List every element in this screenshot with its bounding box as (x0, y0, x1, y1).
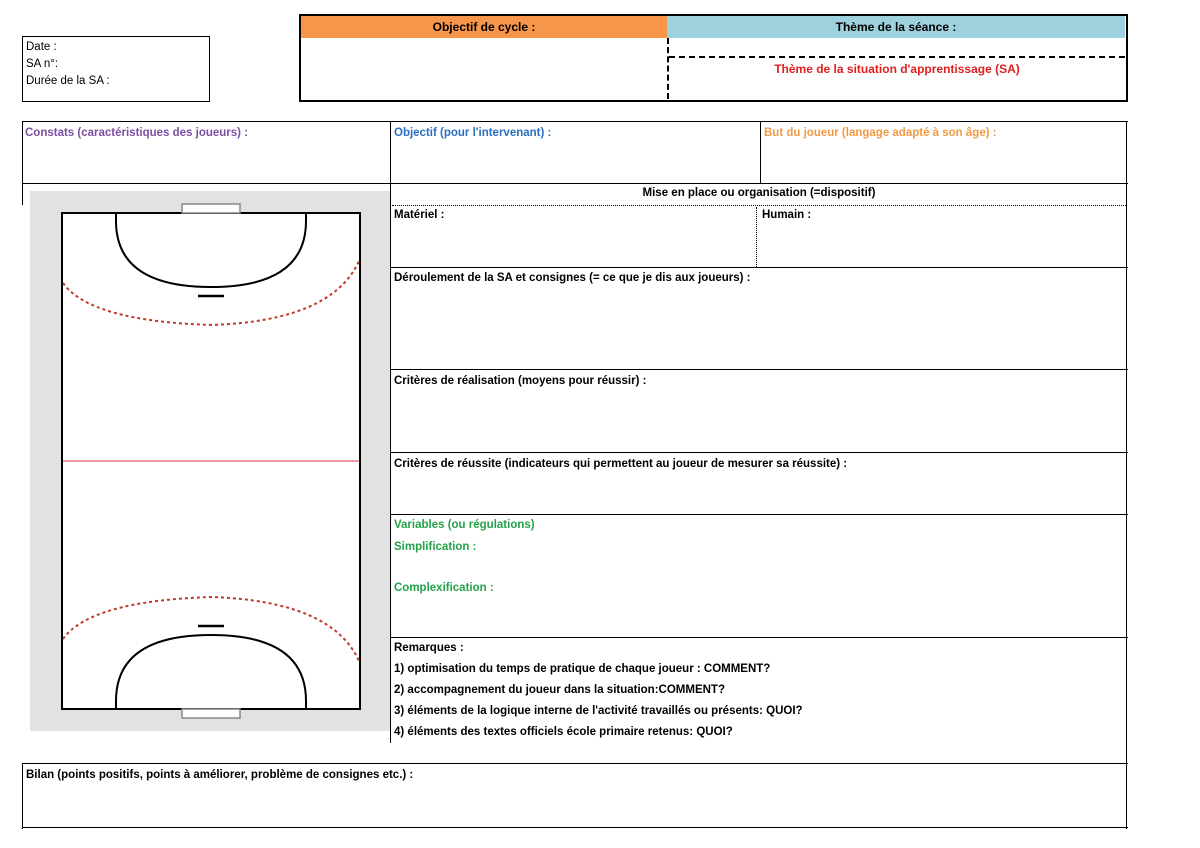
mise-en-place-label: Mise en place ou organisation (=dispositif) (642, 187, 876, 199)
sa-duration-label: Durée de la SA : (26, 75, 110, 87)
criteres-reussite-label: Critères de réussite (indicateurs qui permettent au joueur de mesurer sa réussite) : (394, 458, 848, 470)
session-info-box (22, 36, 210, 102)
date-label: Date : (26, 41, 57, 53)
deroulement-row-bottom (390, 369, 1128, 370)
bilan-label: Bilan (points positifs, points à améliorer, problème de consignes etc.) : (26, 769, 414, 781)
remarque-3: 3) éléments de la logique interne de l'activité travaillés ou présents: QUOI? (394, 705, 803, 717)
left-column-divider (390, 121, 391, 743)
remarque-2: 2) accompagnement du joueur dans la situation:COMMENT? (394, 684, 725, 696)
bilan-left (22, 763, 23, 829)
row1-bottom (22, 183, 1128, 184)
but-joueur-label: But du joueur (langage adapté à son âge) : (764, 127, 997, 139)
objectif-but-divider (760, 121, 761, 183)
humain-label: Humain : (762, 209, 812, 221)
theme-seance-header: Thème de la séance : (667, 16, 1125, 38)
theme-sa-label: Thème de la situation d'apprentissage (SA) (774, 62, 1020, 76)
complexification-label: Complexification : (394, 582, 494, 594)
bilan-bottom (22, 827, 1128, 828)
handball-court-icon (30, 191, 390, 731)
bilan-top (22, 763, 1128, 764)
variables-label: Variables (ou régulations) (394, 519, 535, 531)
criteres-realisation-label: Critères de réalisation (moyens pour réussir) : (394, 375, 647, 387)
remarque-4: 4) éléments des textes officiels école primaire retenus: QUOI? (394, 726, 733, 738)
theme-dash-line (669, 56, 1125, 58)
remarques-label: Remarques : (394, 642, 464, 654)
objectif-intervenant-label: Objectif (pour l'intervenant) : (394, 127, 552, 139)
materiel-row-bottom (390, 267, 1128, 268)
grid-border-left-upper (22, 121, 23, 205)
deroulement-label: Déroulement de la SA et consignes (= ce que je dis aux joueurs) : (394, 272, 751, 284)
mise-en-place-underline (392, 205, 1126, 206)
simplification-label: Simplification : (394, 541, 477, 553)
reussite-row-bottom (390, 514, 1128, 515)
bottom-goal (182, 709, 240, 718)
constats-label: Constats (caractéristiques des joueurs) : (25, 127, 249, 139)
objectif-cycle-header: Objectif de cycle : (301, 16, 667, 38)
grid-border-right (1126, 121, 1127, 829)
grid-border-top (22, 121, 1128, 122)
materiel-label: Matériel : (394, 209, 445, 221)
objective-theme-box (299, 14, 1128, 102)
materiel-humain-divider (756, 207, 757, 267)
remarque-1: 1) optimisation du temps de pratique de chaque joueur : COMMENT? (394, 663, 771, 675)
top-goal (182, 204, 240, 213)
realisation-row-bottom (390, 452, 1128, 453)
variables-row-bottom (390, 637, 1128, 638)
sa-number-label: SA n°: (26, 58, 59, 70)
